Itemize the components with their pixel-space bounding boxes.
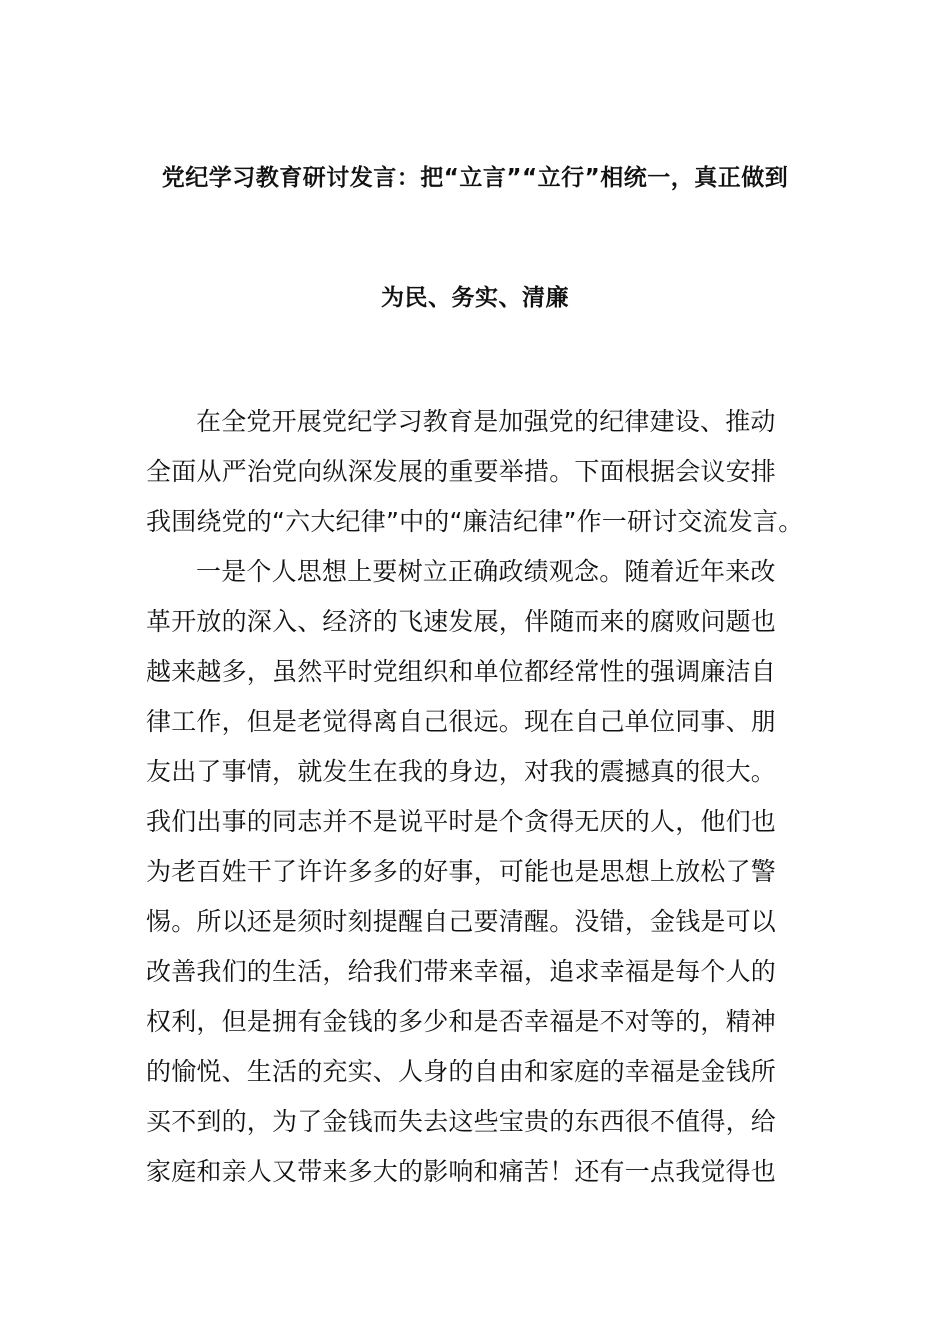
paragraph-line: 全面从严治党向纵深发展的重要举措。下面根据会议安排 [146, 457, 777, 486]
paragraph-line: 越来越多，虽然平时党组织和单位都经常性的强调廉洁自 [146, 657, 777, 686]
paragraph-line: 惕。所以还是须时刻提醒自己要清醒。没错，金钱是可以 [146, 907, 777, 936]
paragraph-line: 权利，但是拥有金钱的多少和是否幸福是不对等的，精神 [146, 1007, 777, 1036]
paragraph-line: 买不到的，为了金钱而失去这些宝贵的东西很不值得，给 [146, 1107, 777, 1136]
paragraph-line: 家庭和亲人又带来多大的影响和痛苦！还有一点我觉得也 [146, 1157, 777, 1186]
paragraph-2 [146, 552, 806, 1202]
paragraph-line: 改善我们的生活，给我们带来幸福，追求幸福是每个人的 [146, 957, 777, 986]
document-title-line-2: 为民、务实、清廉 [381, 285, 569, 311]
paragraph-line: 我们出事的同志并不是说平时是个贪得无厌的人，他们也 [146, 807, 777, 836]
paragraph-1 [146, 402, 806, 552]
paragraph-line: 我围绕党的“六大纪律”中的“廉洁纪律”作一研讨交流发言。 [146, 507, 804, 536]
paragraph-line: 的愉悦、生活的充实、人身的自由和家庭的幸福是金钱所 [146, 1057, 777, 1086]
document-title-line-1: 党纪学习教育研讨发言：把“立言”“立行”相统一，真正做到 [161, 165, 789, 191]
paragraph-line: 律工作，但是老觉得离自己很远。现在自己单位同事、朋 [146, 707, 777, 736]
paragraph-line: 在全党开展党纪学习教育是加强党的纪律建设、推动 [196, 407, 776, 436]
paragraph-line: 友出了事情，就发生在我的身边，对我的震撼真的很大。 [146, 757, 777, 786]
paragraph-line: 革开放的深入、经济的飞速发展，伴随而来的腐败问题也 [146, 607, 777, 636]
paragraph-line: 为老百姓干了许许多多的好事，可能也是思想上放松了警 [146, 857, 777, 886]
paragraph-line: 一是个人思想上要树立正确政绩观念。随着近年来改 [196, 557, 776, 586]
document-body [146, 402, 806, 1202]
